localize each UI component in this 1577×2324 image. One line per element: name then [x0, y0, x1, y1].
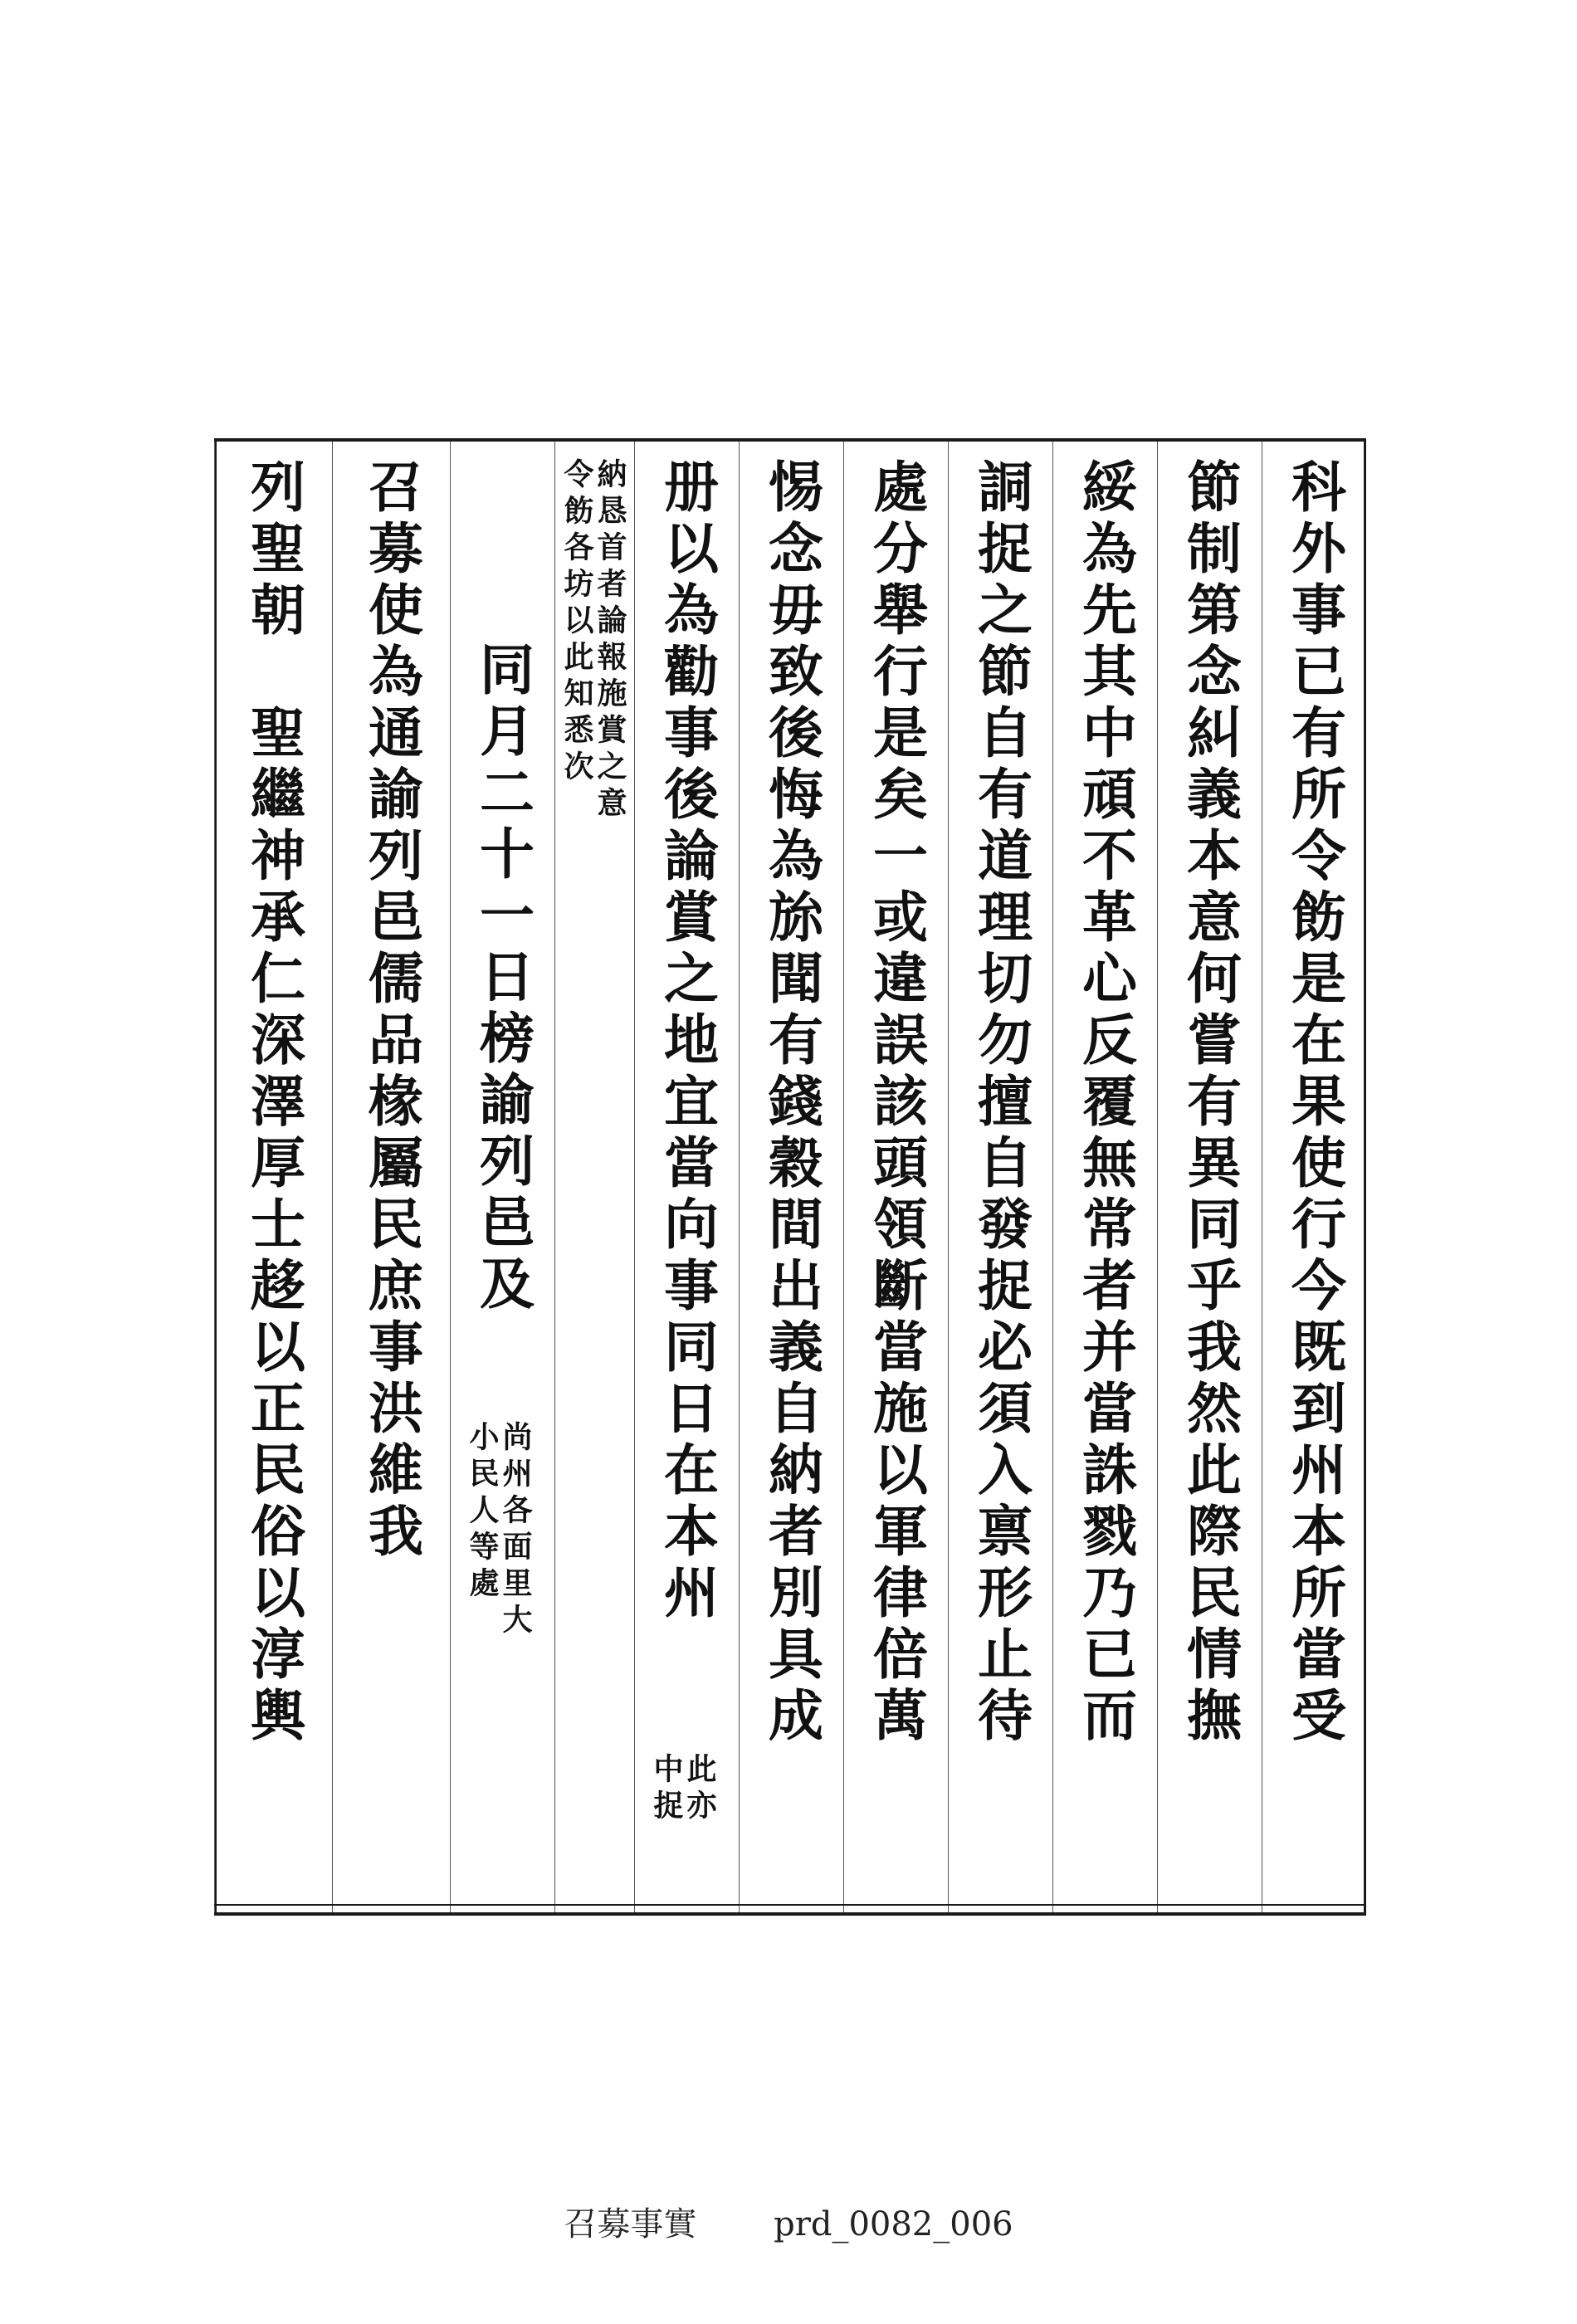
- note-right-line: 尚州各面里大: [498, 1421, 533, 1640]
- note-right-line: 納恳首者論報施賞之意: [593, 458, 627, 823]
- note-left-line: 令飭各坊以此知悉次: [559, 458, 594, 787]
- text-column-2: [1157, 442, 1262, 1912]
- interlinear-note: [559, 458, 627, 823]
- text-column-7: [634, 442, 739, 1912]
- collection-title: 召募事實: [564, 2205, 697, 2243]
- note-left-line: 小民人等處: [465, 1421, 500, 1604]
- note-left-line: 中捉: [649, 1753, 684, 1826]
- text-column-11: [214, 442, 332, 1912]
- column-text: 召募使為通諭列邑儒品椽屬民庶事洪維我: [359, 458, 424, 1564]
- text-columns: [214, 442, 1366, 1912]
- text-column-1: [1262, 442, 1366, 1912]
- column-text: 册以為勸事後論賞之地宜當向事同日在本州: [654, 458, 720, 1625]
- page-caption: [0, 2198, 1577, 2245]
- column-text: 惕念毋致後悔為旀聞有錢穀間出義自納者別具成: [759, 458, 824, 1748]
- column-text: 科外事已有所令飭是在果使行今既到州本所當受: [1282, 458, 1347, 1748]
- column-text: 列聖朝 聖繼神承仁深澤厚士趍以正民俗以淳輿: [241, 458, 306, 1748]
- column-text: 同月二十一日榜諭列邑及: [470, 641, 535, 1316]
- page-code: prd_0082_006: [774, 2205, 1013, 2243]
- text-column-5: [843, 442, 948, 1912]
- text-column-3: [1052, 442, 1157, 1912]
- note-right-line: 此亦: [682, 1753, 717, 1826]
- column-text: 處分舉行是矣一或違誤該頭領斷當施以軍律倍萬: [863, 458, 929, 1748]
- interlinear-note: [465, 1421, 533, 1640]
- text-frame: [214, 438, 1366, 1916]
- interlinear-note: [649, 1753, 717, 1826]
- column-text: 節制第念糾義本意何嘗有異同乎我然此際民情撫: [1177, 458, 1243, 1748]
- text-column-4: [948, 442, 1052, 1912]
- text-column-6: [739, 442, 843, 1912]
- text-column-9: [450, 442, 554, 1912]
- text-column-8: [554, 442, 634, 1912]
- column-text: 詷捉之節自有道理切勿擅自發捉必須入禀形止待: [968, 458, 1033, 1748]
- column-text: 綏為先其中頑不革心反覆無常者并當誅戮乃已而: [1072, 458, 1138, 1748]
- text-column-10: [332, 442, 450, 1912]
